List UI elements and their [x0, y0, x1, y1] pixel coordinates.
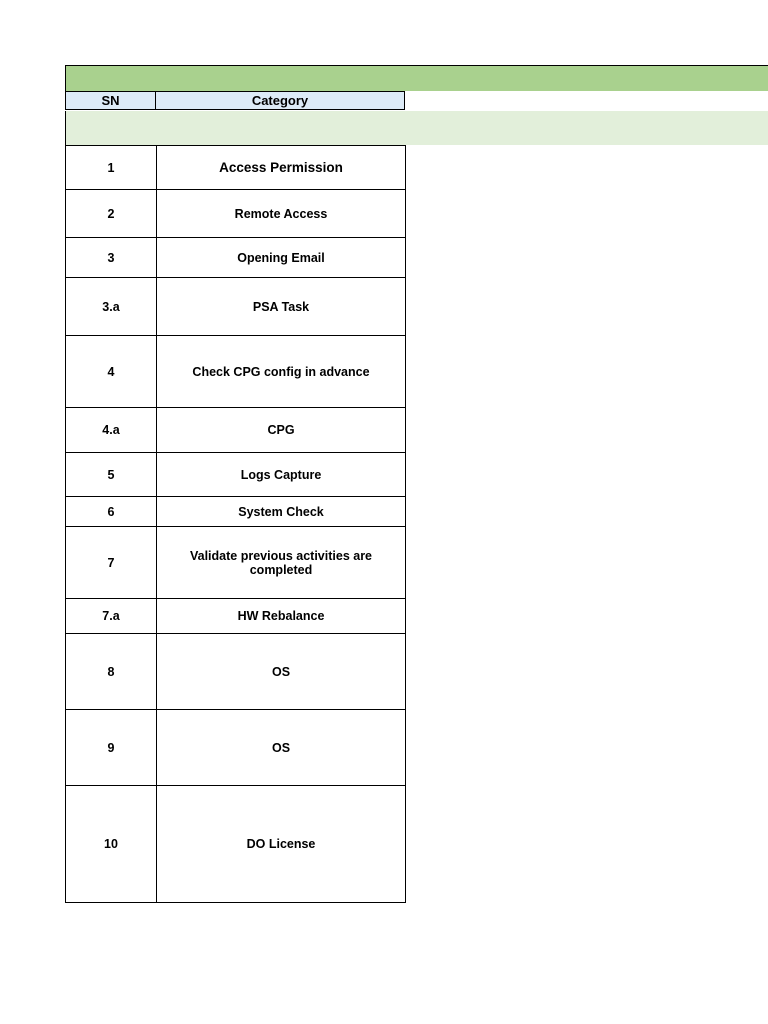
table-row: [66, 599, 406, 634]
row-category: DO License: [157, 786, 406, 903]
row-category: Check CPG config in advance: [157, 336, 406, 408]
table-row: [66, 453, 406, 497]
row-category: Logs Capture: [157, 453, 406, 497]
row-sn: 3: [66, 238, 157, 278]
table-row: [66, 710, 406, 786]
row-sn: 7.a: [66, 599, 157, 634]
table-row: [66, 634, 406, 710]
table-row: [66, 278, 406, 336]
table-row: [66, 408, 406, 453]
row-sn: 4: [66, 336, 157, 408]
row-sn: 2: [66, 190, 157, 238]
row-category: CPG: [157, 408, 406, 453]
row-category: OS: [157, 634, 406, 710]
row-sn: 8: [66, 634, 157, 710]
table-row: [66, 786, 406, 903]
row-category: Remote Access: [157, 190, 406, 238]
row-category: OS: [157, 710, 406, 786]
table-row: [66, 190, 406, 238]
row-sn: 10: [66, 786, 157, 903]
row-sn: 1: [66, 146, 157, 190]
table-row: [66, 497, 406, 527]
table-header-row: [65, 91, 405, 110]
table-row: [66, 336, 406, 408]
row-sn: 9: [66, 710, 157, 786]
row-category: Access Permission: [157, 146, 406, 190]
table-row: [66, 238, 406, 278]
row-category: System Check: [157, 497, 406, 527]
row-category: PSA Task: [157, 278, 406, 336]
table-row: [66, 527, 406, 599]
row-category: Opening Email: [157, 238, 406, 278]
category-table: [65, 145, 406, 903]
row-category: Validate previous activities are completed: [157, 527, 406, 599]
title-banner: [65, 65, 768, 91]
row-sn: 5: [66, 453, 157, 497]
header-category: Category: [156, 91, 405, 110]
table-row: [66, 146, 406, 190]
row-sn: 7: [66, 527, 157, 599]
row-category: HW Rebalance: [157, 599, 406, 634]
section-band: [65, 111, 768, 145]
row-sn: 6: [66, 497, 157, 527]
row-sn: 3.a: [66, 278, 157, 336]
row-sn: 4.a: [66, 408, 157, 453]
header-sn: SN: [65, 91, 156, 110]
